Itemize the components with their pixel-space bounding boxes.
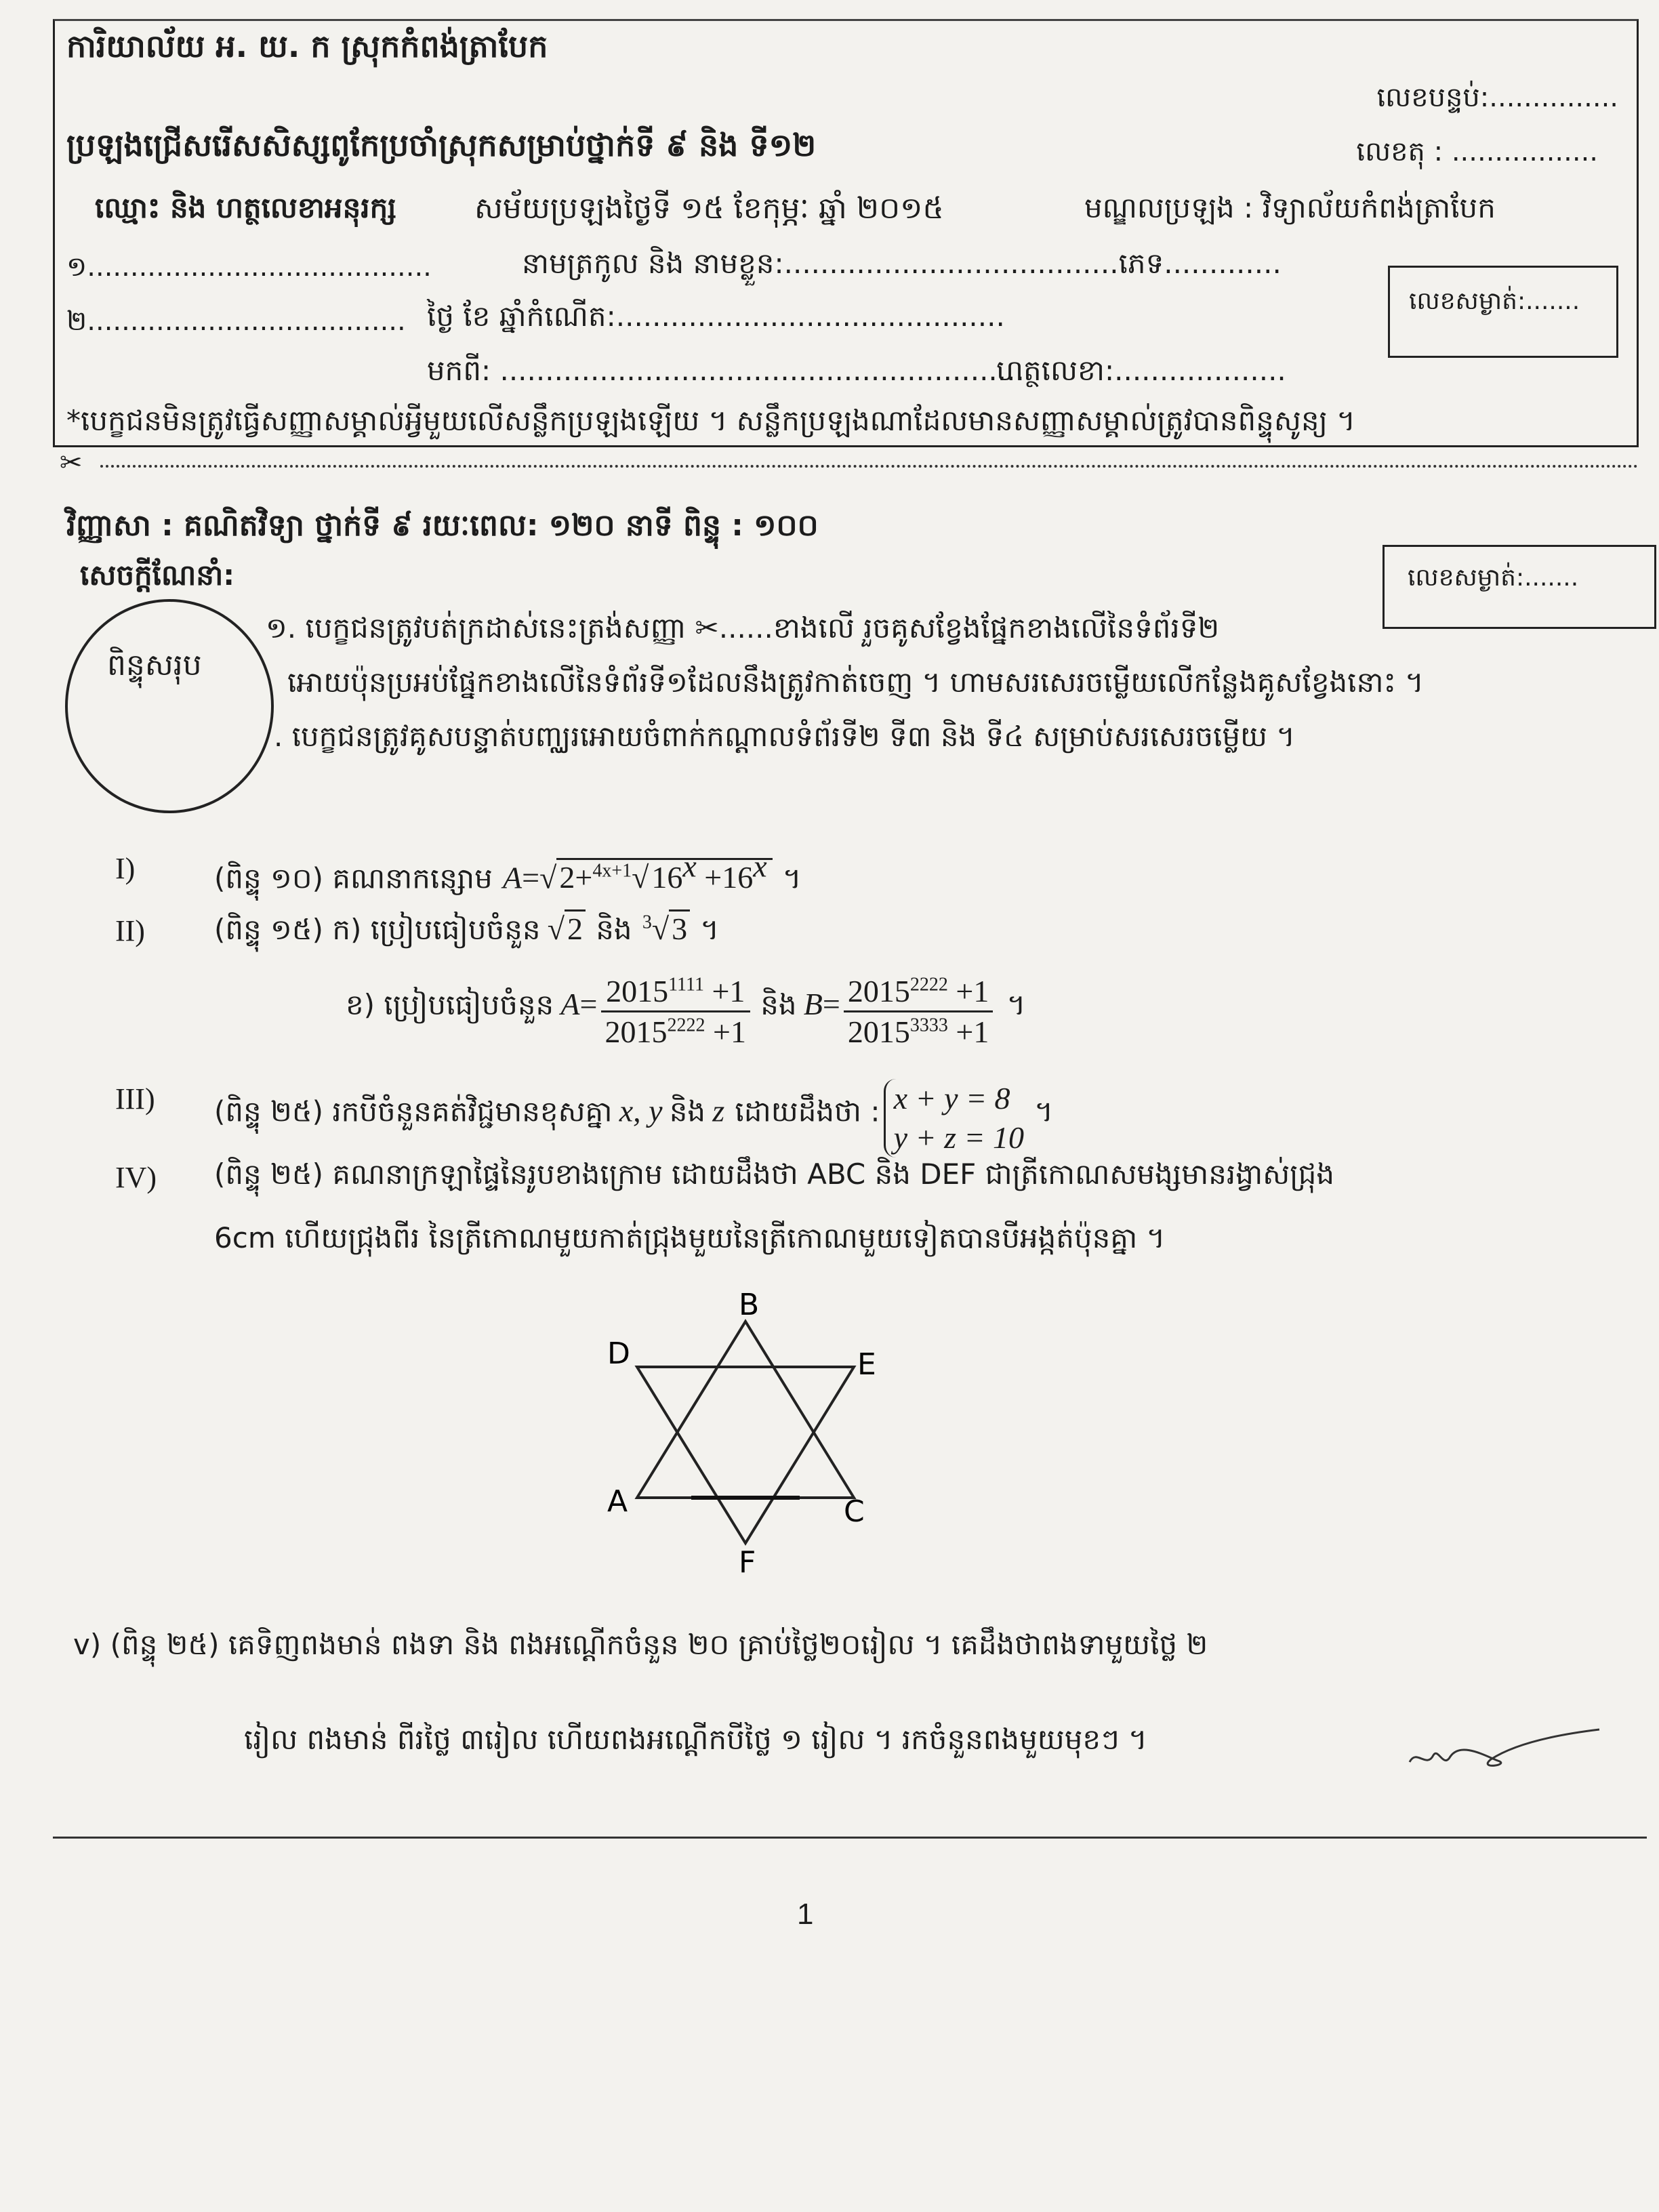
instruction-1-cont: អោយប៉ុនប្រអប់ផ្នែកខាងលើនៃទំព័រទី១ដែលនឹងត្រូវកាត់ចេញ ។ ហាមសរសេរចម្លើយលើកន្លែងគូសខ្វែងនោះ ។ <box>287 665 1424 699</box>
proctor-label: ឈ្មោះ និង ហត្ថលេខាអនុរក្ស <box>95 191 396 224</box>
q2b-var-A: A <box>560 987 580 1021</box>
q1-equals: = <box>522 860 540 895</box>
q1-end-mark: ។ <box>782 861 802 895</box>
question-1-number: I) <box>115 852 136 885</box>
subject-line: វិញ្ញាសា : គណិតវិទ្យា ថ្នាក់ទី ៩ រយៈពេល: ១២០ នាទី ពិន្ទុ : ១០០ <box>66 508 819 543</box>
q2-and: និង <box>596 913 632 946</box>
exam-title: ប្រឡងជ្រើសរើសសិស្សពូកែប្រចាំស្រុកសម្រាប់ថ្នាក់ទី ៩ និង ទី១២ <box>66 127 817 163</box>
q3-end-mark: ។ <box>1034 1094 1053 1128</box>
dotted-cut-guide <box>100 465 1639 468</box>
question-1-text: (ពិន្ទុ ១០) គណនាកន្សោម <box>214 861 493 895</box>
q3-equation-2: y + z = 10 <box>893 1120 1025 1155</box>
q1-radicand <box>556 849 772 895</box>
q3-equation-1: x + y = 8 <box>893 1081 1010 1115</box>
q2b-var-B: B <box>803 987 823 1021</box>
exam-center: មណ្ឌលប្រឡង : វិទ្យាល័យកំពង់ត្រាបែក <box>1084 191 1496 224</box>
label-A: A <box>607 1484 628 1519</box>
label-D: D <box>607 1336 630 1371</box>
q1-two: 2+ <box>559 860 593 895</box>
q3-and: និង <box>669 1094 706 1128</box>
footer-divider <box>53 1837 1647 1839</box>
warning-text: *បេក្ខជនមិនត្រូវធ្វើសញ្ញាសម្គាល់អ្វីមួយលើសន្លឹកប្រឡងឡើយ ។ សន្លឹកប្រឡងណាដែលមានសញ្ញាសម្គាល់ត្រូវបានពិន្ទុសូន្យ ។ <box>66 404 1356 437</box>
q2b-end-mark: ។ <box>1006 988 1026 1021</box>
school-name: ការិយាល័យ អ. យ. ក ស្រុកកំពង់ត្រាបែក <box>66 28 548 64</box>
label-B: B <box>739 1288 760 1322</box>
origin-field: មកពី: .......................................................... <box>427 354 1025 387</box>
exam-session: សម័យប្រឡងថ្ងៃទី ១៥ ខែកុម្ភៈ ឆ្នាំ ២០១៥ <box>474 191 944 226</box>
q2b-fraction-A: $\frac{2015^{1111} +1}{2015^{2222} +1}$ <box>601 973 750 1050</box>
q1-var-A: A <box>503 860 523 895</box>
question-2a <box>214 911 719 954</box>
question-5-text-2: រៀល ពងមាន់ ពីរថ្លៃ ៣រៀល ហើយពងអណ្តើកបីថ្លៃ ១ រៀល ។ រកចំនួនពងមួយមុខៗ ។ <box>244 1723 1147 1756</box>
date-of-birth-field: ថ្ងៃ ខែ ឆ្នាំកំណើត:........................................... <box>427 300 1005 333</box>
star-of-david-figure <box>596 1288 895 1586</box>
signature-field: ហត្ថលេខា:................... <box>996 354 1286 387</box>
q2b-fraction-B: $\frac{2015^{2222} +1}{2015^{3333} +1}$ <box>844 973 993 1050</box>
question-4-text: (ពិន្ទុ ២៥) គណនាក្រឡាផ្ទៃនៃរូបខាងក្រោម ដោយដឹងថា ABC និង DEF ជាត្រីកោណសមង្សមានរង្វាស់ជ្រុង <box>214 1158 1335 1191</box>
triangle-abc <box>637 1322 854 1498</box>
triangle-def <box>637 1367 854 1543</box>
question-3-text: (ពិន្ទុ ២៥) រកបីចំនួនគត់វិជ្ជមានខុសគ្នា <box>214 1094 613 1128</box>
question-4-text-2: 6cm ហើយជ្រុងពីរ នៃត្រីកោណមួយកាត់ជ្រុងមួយនៃត្រីកោណមួយទៀតបានបីអង្កត់ប៉ុនគ្នា ។ <box>214 1221 1166 1254</box>
table-number-field: លេខតុ : ................. <box>1356 136 1598 167</box>
question-2b-text: ខ) ប្រៀបធៀបចំនួន <box>346 988 554 1021</box>
total-score-circle <box>65 599 274 813</box>
instruction-1: ១. បេក្ខជនត្រូវបត់ក្រដាស់នេះត្រង់សញ្ញា ✂......ខាងលើ រួចគូសខ្វែងផ្នែកខាងលើនៃទំព័រទី២ <box>266 611 1220 644</box>
q2b-and: និង <box>760 988 797 1021</box>
room-number-field: លេខបន្ទប់:............... <box>1376 82 1618 113</box>
question-3-number: III) <box>115 1082 155 1115</box>
name-gender-field: នាមត្រកូល និង នាមខ្លួន:.....................................ភេទ............. <box>522 247 1282 280</box>
total-score-label: ពិន្ទុសរុប <box>107 648 202 682</box>
q3-var-z: z <box>712 1093 725 1128</box>
question-2-number: II) <box>115 914 145 947</box>
secret-code-box: លេខសម្ងាត់:....... <box>1388 266 1618 358</box>
q1-root-index: 4x+1 <box>592 861 632 882</box>
question-1 <box>214 848 802 902</box>
instruction-2: . បេក្ខជនត្រូវគូសបន្ទាត់បញ្ឈរអោយចំពាក់កណ្តាលទំព័រទី២ ទី៣ និង ទី៤ សម្រាប់សរសេរចម្លើយ ។ <box>274 720 1296 753</box>
q3-vars: x, y <box>619 1093 663 1128</box>
q2-end-mark: ។ <box>700 913 720 946</box>
question-3 <box>214 1079 1053 1158</box>
q2-sqrt-icon: √2 <box>548 909 586 946</box>
question-2b: ខ) ប្រៀបធៀបចំនួន A= $\frac{2015^{1111} +1}{2015^{2222} +1}$ និង B= $\frac{2015^{2222} +1}{2015^{3333} +1}$ ។ <box>346 974 1026 1049</box>
q3-system <box>884 1079 1024 1158</box>
q1-inner-root-icon: √ <box>632 860 649 895</box>
secret-code-box-2: លេខសម្ងាត់:....... <box>1382 545 1656 629</box>
label-F: F <box>739 1545 756 1580</box>
page-number: 1 <box>797 1898 814 1931</box>
proctor-2-field: ២..................................... <box>66 306 406 337</box>
q1-inner-radicand: $16^x +16^x$ <box>649 858 769 895</box>
proctor-1-field: ១........................................ <box>66 251 432 283</box>
q1-sqrt-icon: √ <box>539 860 557 895</box>
label-C: C <box>844 1494 865 1529</box>
question-3-text-2: ដោយដឹងថា : <box>735 1094 880 1128</box>
instructions-title: សេចក្តីណែនាំ: <box>80 558 235 592</box>
question-2a-text: (ពិន្ទុ ១៥) ក) ប្រៀបធៀបចំនួន <box>214 913 541 946</box>
scissors-icon: ✂ <box>60 447 83 478</box>
q2-cbrt-icon: $^3$√3 <box>642 912 690 946</box>
question-5-text: v) (ពិន្ទុ ២៥) គេទិញពងមាន់ ពងទា និង ពងអណ្តើកចំនួន ២០ គ្រាប់ថ្លៃ២០រៀល ។ គេដឹងថាពងទាមួយថ្លៃ ២ <box>73 1628 1208 1661</box>
handwritten-signature <box>1396 1721 1613 1782</box>
question-4-number: IV) <box>115 1161 157 1194</box>
label-E: E <box>857 1347 876 1382</box>
cut-line <box>53 447 1639 478</box>
